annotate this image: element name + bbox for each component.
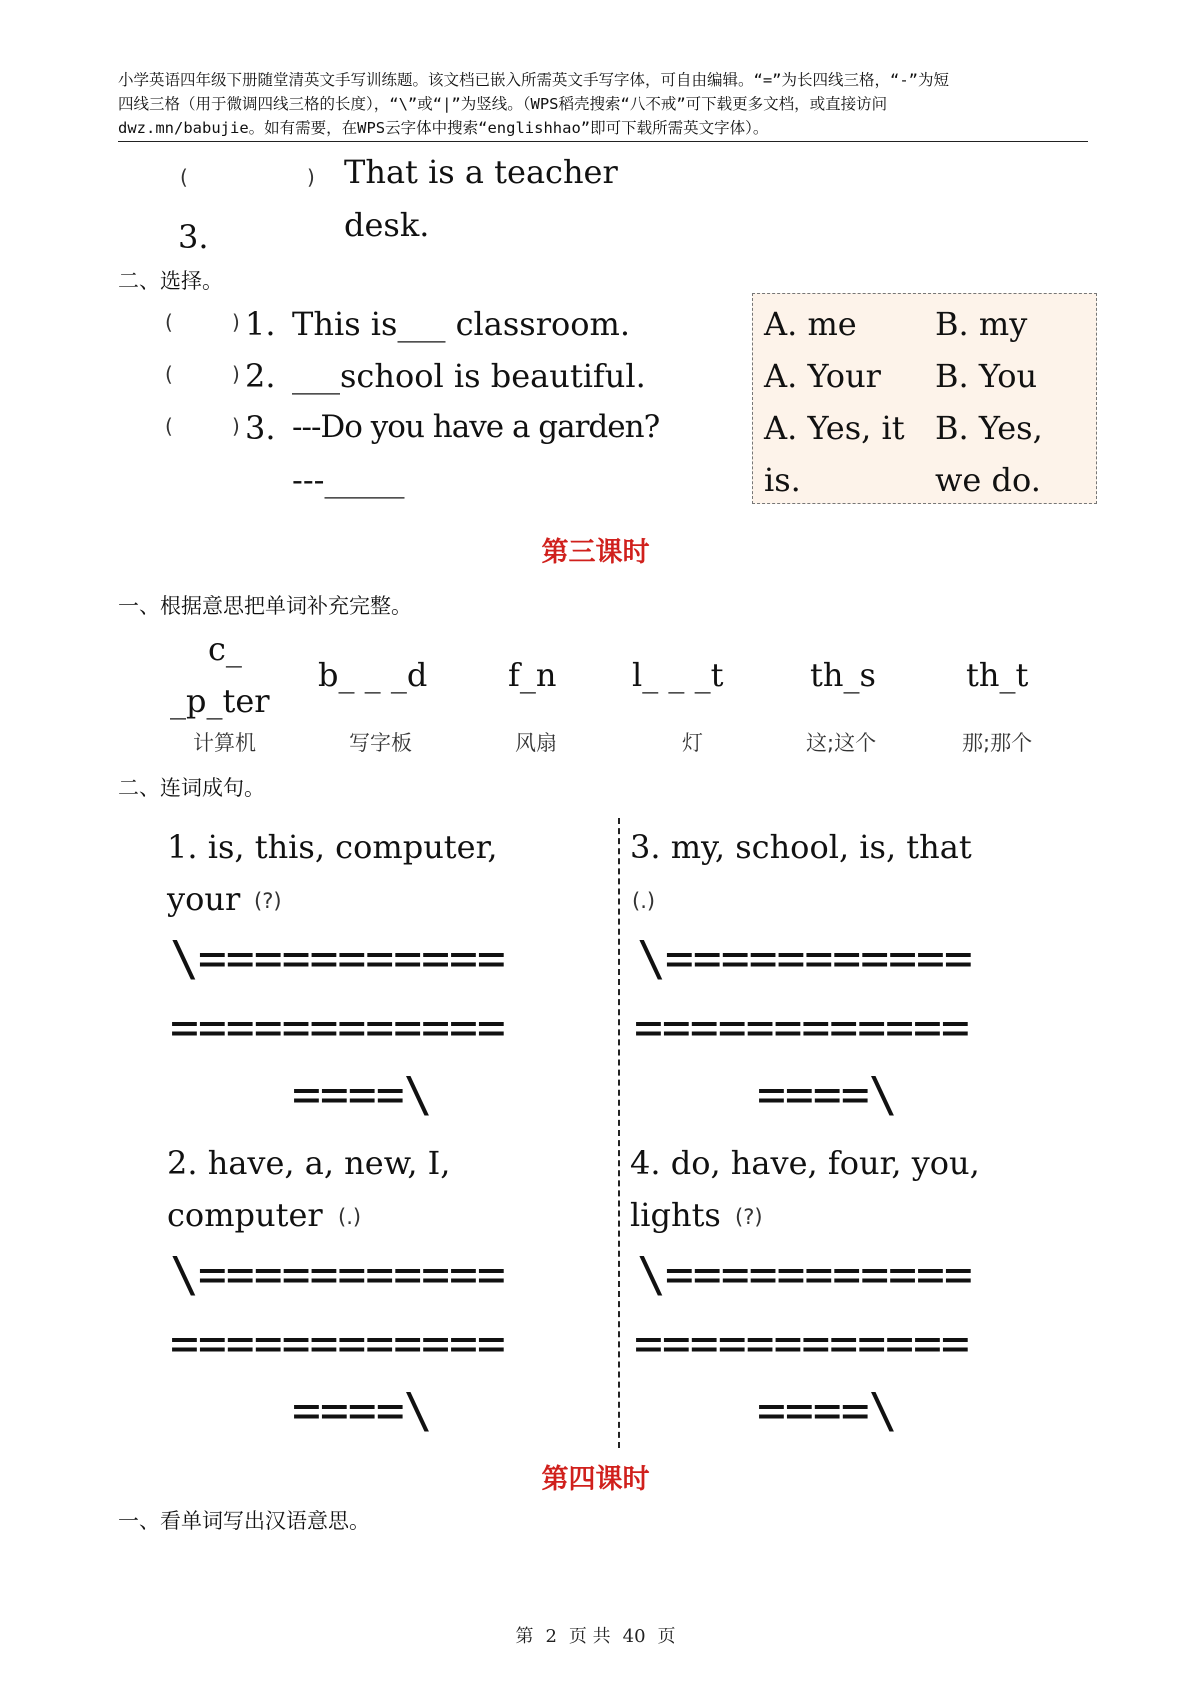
item-number: 2. (245, 357, 276, 395)
sentence-punctuation: (.) (632, 889, 656, 913)
word-blank: _p_ter (170, 682, 270, 720)
writing-line: ============ (170, 1000, 505, 1056)
answer-paren-close: ) (232, 362, 240, 386)
question-text: ___school is beautiful. (292, 357, 646, 395)
question-text: ---Do you have a garden? (292, 409, 660, 445)
lesson-3-title: 第三课时 (541, 537, 650, 568)
sentence-punctuation: (?) (254, 889, 282, 913)
sentence-words: 3. my, school, is, that (630, 828, 972, 866)
writing-line: ====\ (292, 1067, 432, 1123)
option-b: B. Yes, (935, 409, 1043, 447)
writing-line: \=========== (637, 1247, 972, 1303)
option-a: A. Yes, it (764, 409, 905, 447)
item-number: 3. (178, 218, 209, 256)
item-text-line-2: desk. (344, 206, 430, 244)
sentence-words-line-2: computer (167, 1196, 323, 1234)
answer-paren-open: ( (165, 310, 173, 334)
header-note (118, 68, 1088, 140)
option-b: B. my (935, 305, 1028, 343)
answer-paren-close: ) (307, 165, 315, 189)
option-a: A. me (764, 305, 857, 343)
writing-line: \=========== (170, 931, 505, 987)
answer-paren-close: ) (232, 414, 240, 438)
writing-line: \=========== (637, 931, 972, 987)
word-blank: th_s (810, 656, 876, 694)
sentence-words-line-2: lights (630, 1196, 721, 1234)
writing-line: ====\ (757, 1067, 897, 1123)
footer-page-number: 2 (545, 1626, 557, 1647)
word-line-1: c_ (208, 630, 242, 668)
sentence-punctuation: (.) (338, 1205, 362, 1229)
writing-line: ============ (634, 1000, 969, 1056)
word-meaning: 这;这个 (806, 731, 877, 755)
sentence-words-line-2: your (167, 880, 241, 918)
header-note-line-3: dwz.mn/babujie。如有需要，在WPS云字体中搜索“englishhao”即可下载所需英文字体）。 (118, 119, 769, 137)
option-a-line-2: is. (764, 461, 801, 499)
section-heading-complete-words: 一、根据意思把单词补充完整。 (118, 594, 412, 618)
writing-line: ====\ (757, 1383, 897, 1439)
writing-line: ====\ (292, 1383, 432, 1439)
item-number: 1. (245, 305, 276, 343)
footer-prefix: 第 (515, 1626, 534, 1647)
sentence-words: 2. have, a, new, I, (167, 1144, 451, 1182)
word-meaning: 计算机 (193, 731, 256, 755)
option-b-line-2: we do. (935, 461, 1041, 499)
answer-paren-open: ( (180, 165, 188, 189)
answer-blank: ---_____ (292, 461, 405, 499)
sentence-punctuation: (?) (735, 1205, 763, 1229)
answer-paren-open: ( (165, 414, 173, 438)
header-note-line-1: 小学英语四年级下册随堂清英文手写训练题。该文档已嵌入所需英文手写字体，可自由编辑。“=”为长四线三格，“-”为短 (118, 71, 949, 89)
word-blank: f_n (508, 656, 557, 694)
word-blank: th_t (966, 656, 1029, 694)
column-divider (618, 818, 620, 1448)
footer-total-pages: 40 (622, 1626, 646, 1647)
word-meaning: 风扇 (515, 731, 557, 755)
lesson-4-title: 第四课时 (541, 1464, 650, 1495)
word-meaning: 那;那个 (962, 731, 1033, 755)
word-meaning: 灯 (682, 731, 703, 755)
word-meaning: 写字板 (349, 731, 412, 755)
header-divider (118, 141, 1088, 142)
option-a: A. Your (764, 357, 881, 395)
item-number: 3. (245, 409, 276, 447)
answer-paren-close: ) (232, 310, 240, 334)
footer-suffix: 页 (657, 1626, 676, 1647)
sentence-words: 4. do, have, four, you, (630, 1144, 980, 1182)
sentence-words: 1. is, this, computer, (167, 828, 498, 866)
footer-mid: 页 共 (568, 1626, 611, 1647)
writing-line: ============ (634, 1316, 969, 1372)
header-note-line-2: 四线三格（用于微调四线三格的长度），“\”或“|”为竖线。（WPS稻壳搜索“八不戒”可下载更多文档，或直接访问 (118, 95, 888, 113)
section-heading-make-sentences: 二、连词成句。 (118, 776, 265, 800)
word-blank: b_ _ _d (318, 656, 428, 694)
section-heading-choice: 二、选择。 (118, 269, 223, 293)
page-footer (0, 1622, 1191, 1648)
option-b: B. You (935, 357, 1038, 395)
word-blank: l_ _ _t (632, 656, 724, 694)
section-heading-word-meaning: 一、看单词写出汉语意思。 (118, 1509, 370, 1533)
question-text: This is___ classroom. (292, 305, 631, 343)
writing-line: \=========== (170, 1247, 505, 1303)
item-text-line-1: That is a teacher (344, 153, 618, 191)
answer-paren-open: ( (165, 362, 173, 386)
writing-line: ============ (170, 1316, 505, 1372)
